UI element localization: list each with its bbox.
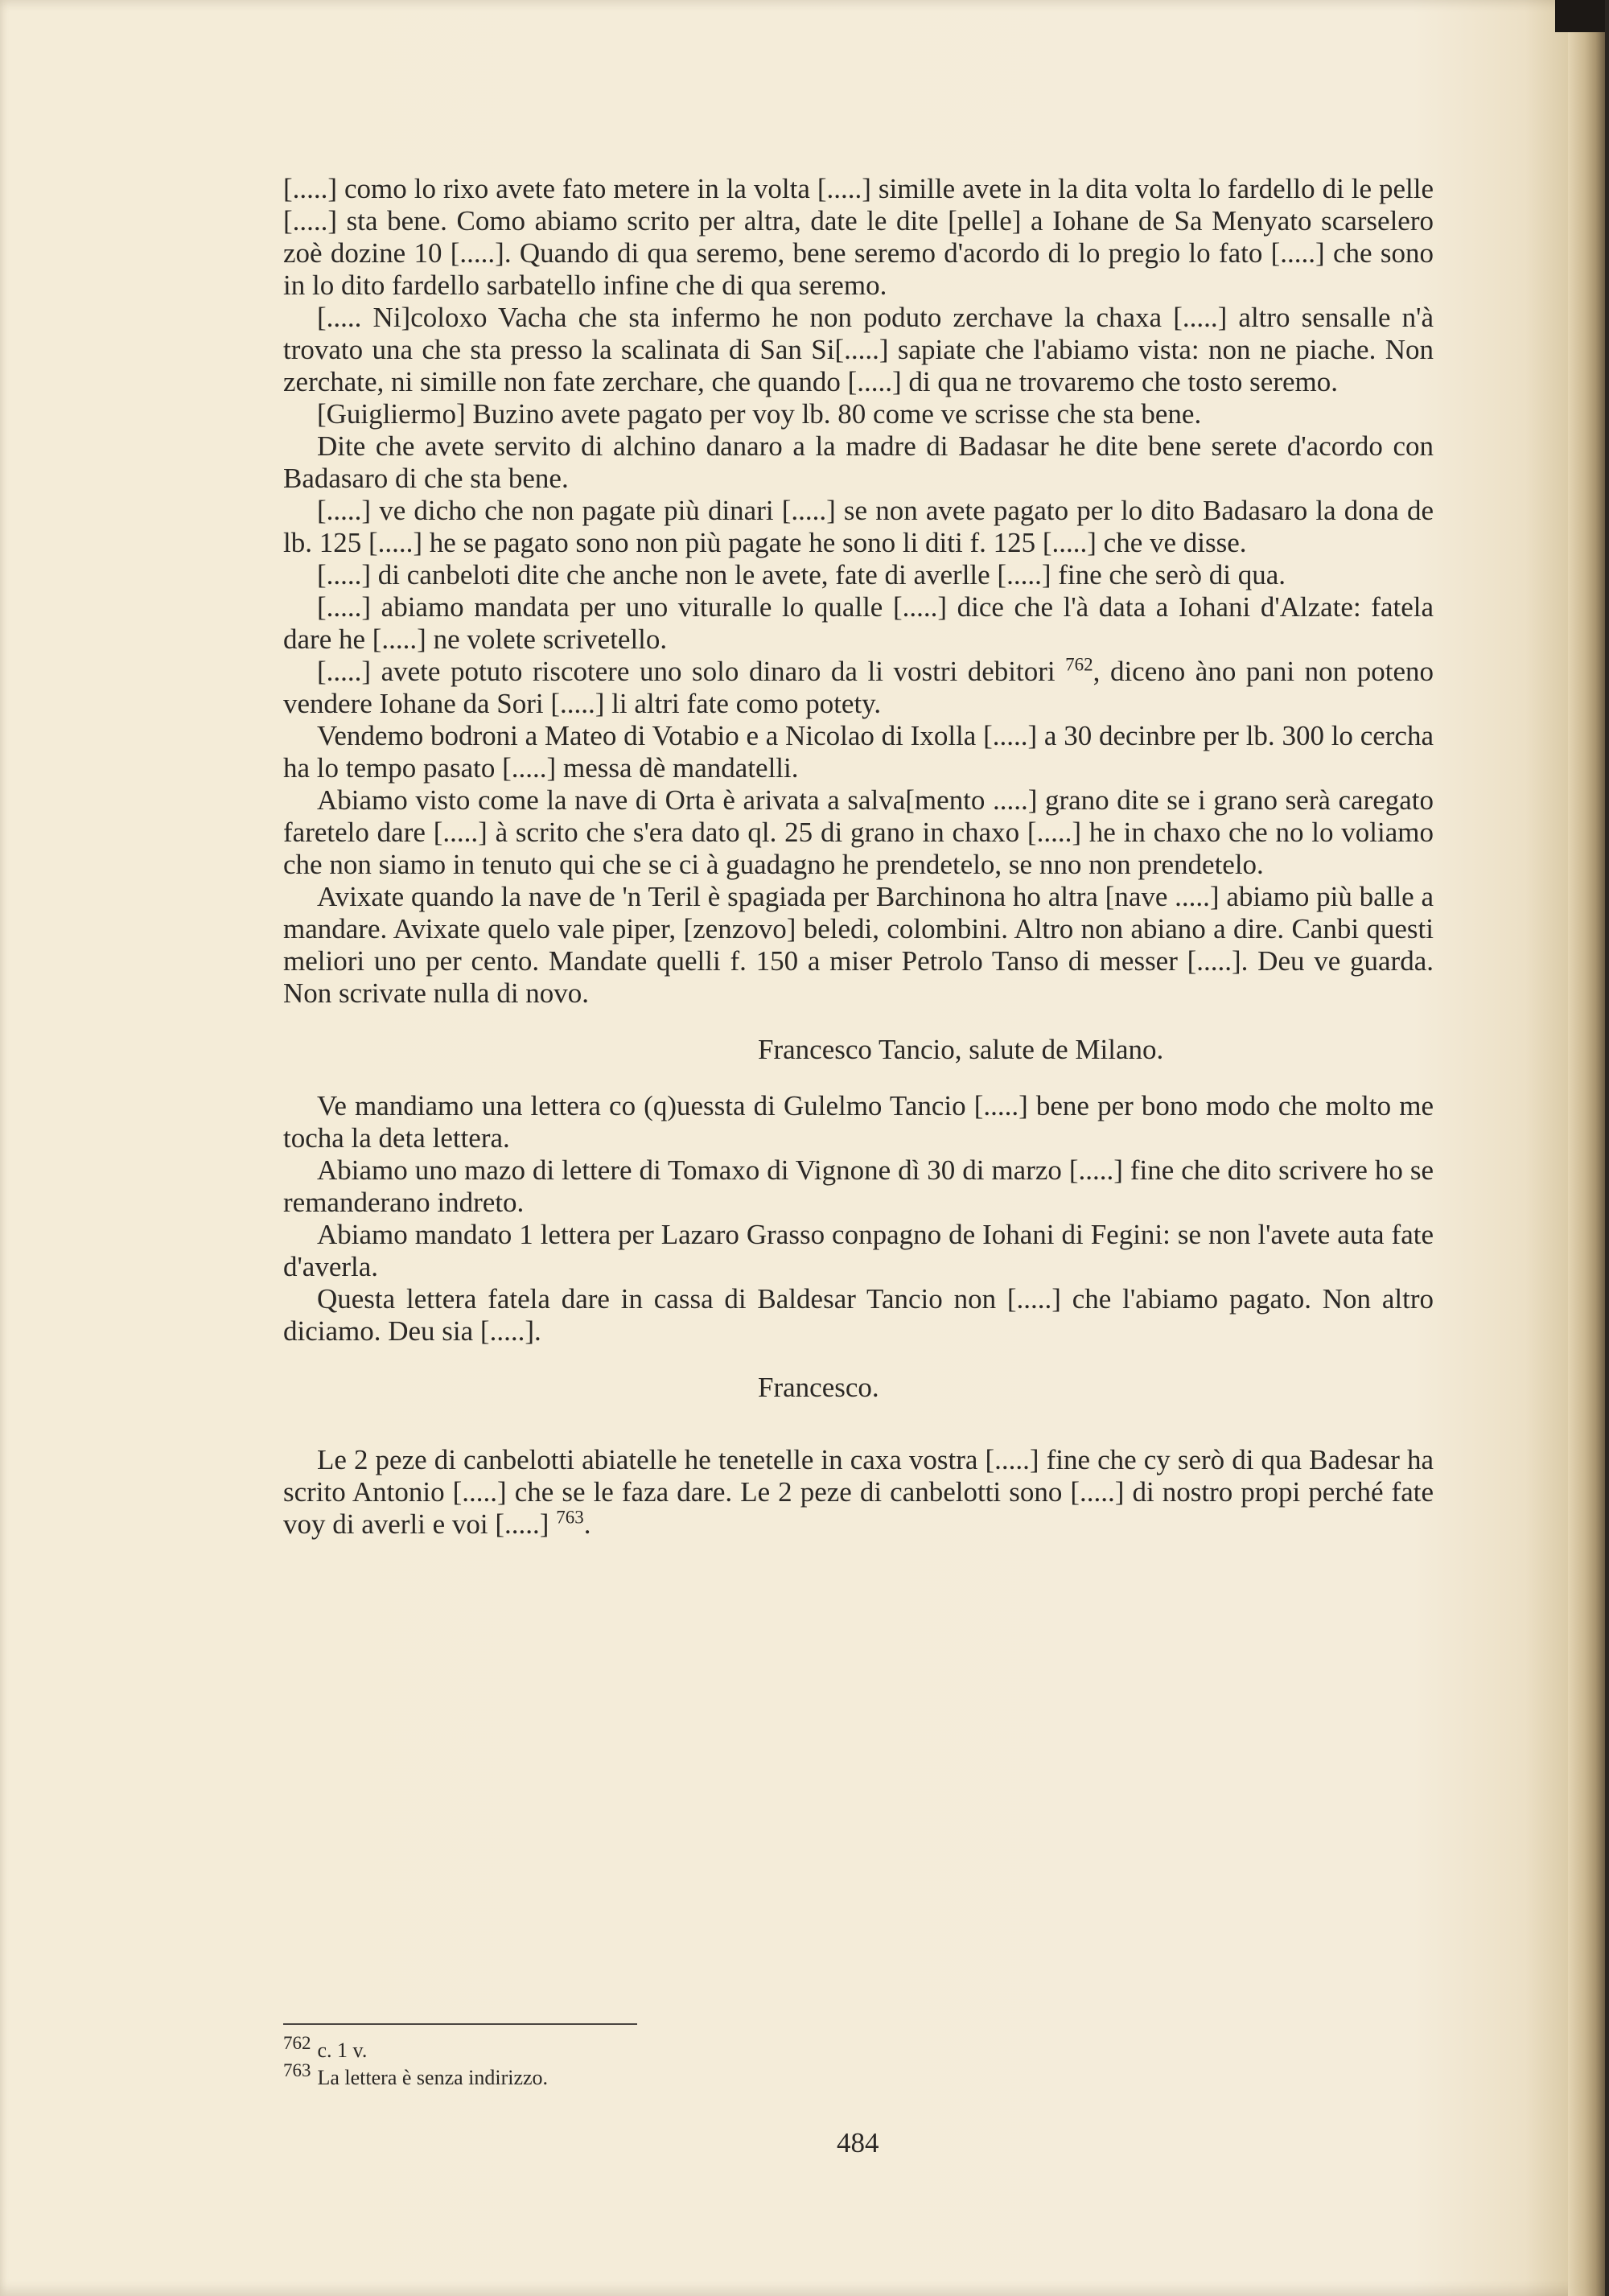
footnote-762 (283, 2033, 1088, 2064)
paragraph-11: Avixate quando la nave de 'n Teril è spagiada per Barchinona ho altra [nave .....] abiamo più balle a mandare. Avixate quelo vale piper, [zenzovo] beledi, colombini. Altro non abiano a dire. Canbi questi meliori uno per cento. Mandate quelli f. 150 a miser Petrolo Tanso di messer [.....]. Deu ve guarda. Non scrivate nulla di novo. (283, 881, 1434, 1009)
paragraph-4: Dite che avete servito di alchino danaro a la madre di Badasar he dite bene serete d'acordo con Badasaro di che sta bene. (283, 430, 1434, 494)
paragraph-7: [.....] abiamo mandata per uno vituralle lo qualle [.....] dice che l'à data a Iohani d'Alzate: fatela dare he [.....] ne volete scrivetello. (283, 591, 1434, 655)
footnote-divider (283, 2023, 637, 2025)
main-text (283, 173, 1434, 1541)
paragraph-8 (283, 656, 1434, 720)
paragraph-14: Abiamo mandato 1 lettera per Lazaro Grasso conpagno de Iohani di Fegini: se non l'avete auta fate d'averla. (283, 1219, 1434, 1282)
paragraph-8-text: [.....] avete potuto riscotere uno solo dinaro da li vostri debitori (317, 656, 1066, 687)
paragraph-10: Abiamo visto come la nave di Orta è arivata a salva[mento .....] grano dite se i grano serà caregato faretelo dare [.....] à scrito che s'era dato ql. 25 di grano in chaxo [.....] he in chaxo che no lo voliamo che non siamo in tenuto qui che se ci à guadagno he prendetelo, se nno non prendetelo. (283, 784, 1434, 880)
signature-francesco: Francesco. (758, 1372, 879, 1403)
paragraph-16-end: . (583, 1508, 591, 1540)
footnote-text: La lettera è senza indirizzo. (317, 2066, 549, 2089)
footnote-ref-762[interactable]: 762 (1065, 654, 1093, 675)
paragraph-2: [..... Ni]coloxo Vacha che sta infermo he non poduto zerchave la chaxa [.....] altro sensalle n'à trovato una che sta presso la scalinata di San Si[.....] sapiate che l'abiamo vista: non ne piache. Non zerchate, ni simille non fate zerchare, che quando [.....] di qua ne trovaremo che tosto seremo. (283, 302, 1434, 397)
paragraph-5: [.....] ve dicho che non pagate più dinari [.....] se non avete pagato per lo dito Badasaro la dona de lb. 125 [.....] he se pagato sono non più pagate he sono li diti f. 125 [.....] che ve disse. (283, 495, 1434, 558)
paragraph-3: [Guigliermo] Buzino avete pagato per voy lb. 80 come ve scrisse che sta bene. (317, 398, 1202, 430)
footnotes (283, 2033, 1088, 2092)
paragraph-16 (283, 1444, 1434, 1541)
background-corner (1555, 0, 1605, 32)
page-number: 484 (837, 2127, 879, 2158)
paragraph-16-text: Le 2 peze di canbelotti abiatelle he tenetelle in caxa vostra [.....] fine che cy serò di qua Badesar ha scrito Antonio [.....] che se le faza dare. Le 2 peze di canbelotti sono [.....] di nostro propi perché fate voy di averli e voi [.....] (283, 1444, 1434, 1540)
paragraph-9: Vendemo bodroni a Mateo di Votabio e a Nicolao di Ixolla [.....] a 30 decinbre per lb. 300 lo cercha ha lo tempo pasato [.....] messa dè mandatelli. (283, 720, 1434, 784)
paragraph-15: Questa lettera fatela dare in cassa di Baldesar Tancio non [.....] che l'abiamo pagato. Non altro diciamo. Deu sia [.....]. (283, 1283, 1434, 1347)
footnote-ref-763[interactable]: 763 (556, 1507, 584, 1528)
paragraph-13: Abiamo uno mazo di lettere di Tomaxo di Vignone dì 30 di marzo [.....] fine che dito scrivere ho se remanderano indreto. (283, 1154, 1434, 1218)
footnote-number: 762 (283, 2033, 311, 2054)
paragraph-1: [.....] como lo rixo avete fato metere in la volta [.....] simille avete in la dita volta lo fardello di le pelle [.....] sta bene. Como abiamo scrito per altra, date le dite [pelle] a Iohane de Sa Menyato scarselero zoè dozine 10 [.....]. Quando di qua seremo, bene seremo d'acordo di lo pregio lo fato [.....] che sono in lo dito fardello sarbatello infine che di qua seremo. (283, 173, 1434, 301)
paragraph-6: [.....] di canbeloti dite che anche non le avete, fate di averlle [.....] fine che serò di qua. (317, 559, 1286, 590)
paragraph-12: Ve mandiamo una lettera co (q)uessta di Gulelmo Tancio [.....] bene per bono modo che molto me tocha la deta lettera. (283, 1090, 1434, 1154)
footnote-number: 763 (283, 2060, 311, 2081)
page-edge (1568, 0, 1605, 2296)
footnote-763 (283, 2060, 1088, 2092)
signature-francesco-tancio: Francesco Tancio, salute de Milano. (758, 1034, 1164, 1065)
footnote-text: c. 1 v. (317, 2039, 368, 2062)
paragraph-8-tail: , diceno àno pani non poteno vendere Iohane da Sori [.....] li altri fate como potety. (283, 656, 1434, 719)
